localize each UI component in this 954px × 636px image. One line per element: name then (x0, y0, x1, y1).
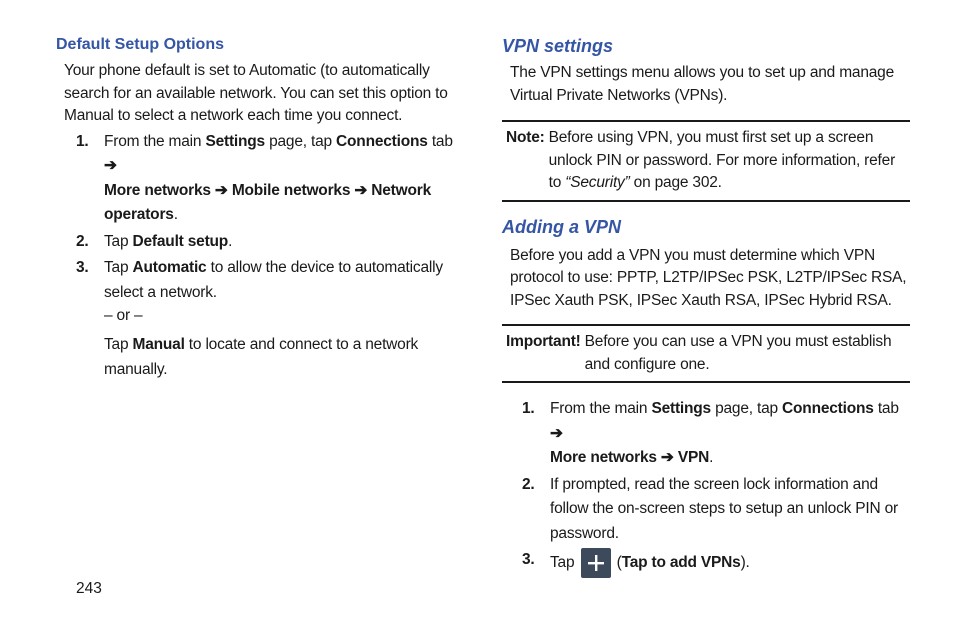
settings-label: Settings (205, 132, 265, 150)
manual-label: Manual (132, 336, 185, 353)
step-number: 3. (522, 551, 535, 568)
step-text: tab (427, 132, 453, 150)
step-number: 1. (76, 132, 89, 150)
important-text: Before you can use a VPN you must establish and configure one. (584, 333, 892, 373)
security-link[interactable]: “Security” (565, 174, 630, 191)
step-text: ( (612, 554, 622, 572)
vpn-step-1 (502, 397, 910, 471)
step-text: From the main (550, 400, 652, 417)
page-number: 243 (76, 580, 102, 597)
plus-icon[interactable] (581, 548, 611, 578)
step-text: . (228, 232, 233, 250)
step-text: tab (873, 400, 899, 417)
note-box (502, 120, 910, 202)
adding-vpn-heading: Adding a VPN (502, 216, 622, 237)
settings-label: Settings (651, 400, 711, 417)
vpn-settings-text: The VPN settings menu allows you to set up and manage Virtual Private Networks (VPNs). (510, 64, 895, 104)
note-row (506, 127, 906, 195)
important-row (506, 331, 906, 376)
step-text: Tap (104, 336, 133, 353)
default-setup-label: Default setup (132, 232, 229, 250)
vpn-settings-heading: VPN settings (502, 36, 614, 56)
connections-label: Connections (336, 132, 428, 150)
vpn-label: VPN (677, 449, 710, 466)
tap-to-add-vpns-label: Tap to add VPNs (621, 554, 741, 572)
step-text: Tap (104, 232, 133, 250)
step-number: 2. (522, 475, 535, 493)
arrow-icon: ➔ (354, 181, 368, 199)
vpn-step-2 (502, 473, 910, 547)
step-text: . (709, 449, 714, 466)
manual-option (56, 333, 456, 382)
step-text: to locate and connect to a network manually. (104, 336, 419, 378)
mobile-networks-label: Mobile networks (231, 181, 351, 199)
or-separator: – or – (104, 307, 143, 324)
step-text: If prompted, read the screen lock information and follow the on-screen steps to setup an unlock PIN or password. (550, 475, 899, 542)
more-networks-label: More networks (550, 449, 657, 466)
step-text: Tap (104, 259, 133, 276)
arrow-icon: ➔ (660, 449, 674, 466)
right-column (502, 34, 910, 578)
adding-vpn-text: Before you add a VPN you must determine which VPN protocol to use: PPTP, L2TP/IPSec PSK, L2TP/IPSec RSA, IPSec Xauth PSK, IPSec Xauth RSA, IPSec Hybrid RSA. (510, 246, 907, 309)
step-text: From the main (104, 132, 206, 150)
step-text: Tap (550, 554, 579, 572)
default-setup-intro: Your phone default is set to Automatic (to automatically search for an available network. You can set this option to Manual to select a network each time you connect. (64, 62, 448, 124)
step-text: . (173, 206, 178, 223)
connections-label: Connections (782, 400, 874, 417)
more-networks-label: More networks (104, 181, 211, 199)
step-text: page, tap (264, 132, 337, 150)
step-text: to allow the device to automatically select a network. (104, 259, 443, 301)
automatic-label: Automatic (132, 259, 207, 276)
step-number: 3. (76, 259, 89, 276)
network-operators-label: Network operators (104, 181, 432, 223)
arrow-icon: ➔ (550, 424, 563, 442)
note-body: on page 302. (629, 174, 722, 191)
vpn-step-3 (502, 548, 910, 578)
step-text: page, tap (710, 400, 783, 417)
important-box (502, 324, 910, 383)
step-1 (56, 130, 456, 228)
note-label: Note: (506, 129, 545, 146)
step-2 (56, 230, 456, 255)
step-text: ). (740, 554, 750, 572)
arrow-icon: ➔ (214, 181, 228, 199)
step-3 (56, 256, 456, 305)
left-column (56, 34, 456, 382)
note-text (549, 127, 906, 195)
note-body: Before using VPN, you must first set up a screen unlock PIN or password. For more information, refer to (548, 129, 896, 191)
important-label: Important! (506, 333, 581, 350)
adding-vpn-steps (502, 397, 910, 578)
step-number: 2. (76, 232, 89, 250)
default-setup-steps (56, 130, 456, 306)
default-setup-heading: Default Setup Options (56, 36, 224, 53)
step-number: 1. (522, 400, 535, 417)
arrow-icon: ➔ (104, 157, 117, 174)
